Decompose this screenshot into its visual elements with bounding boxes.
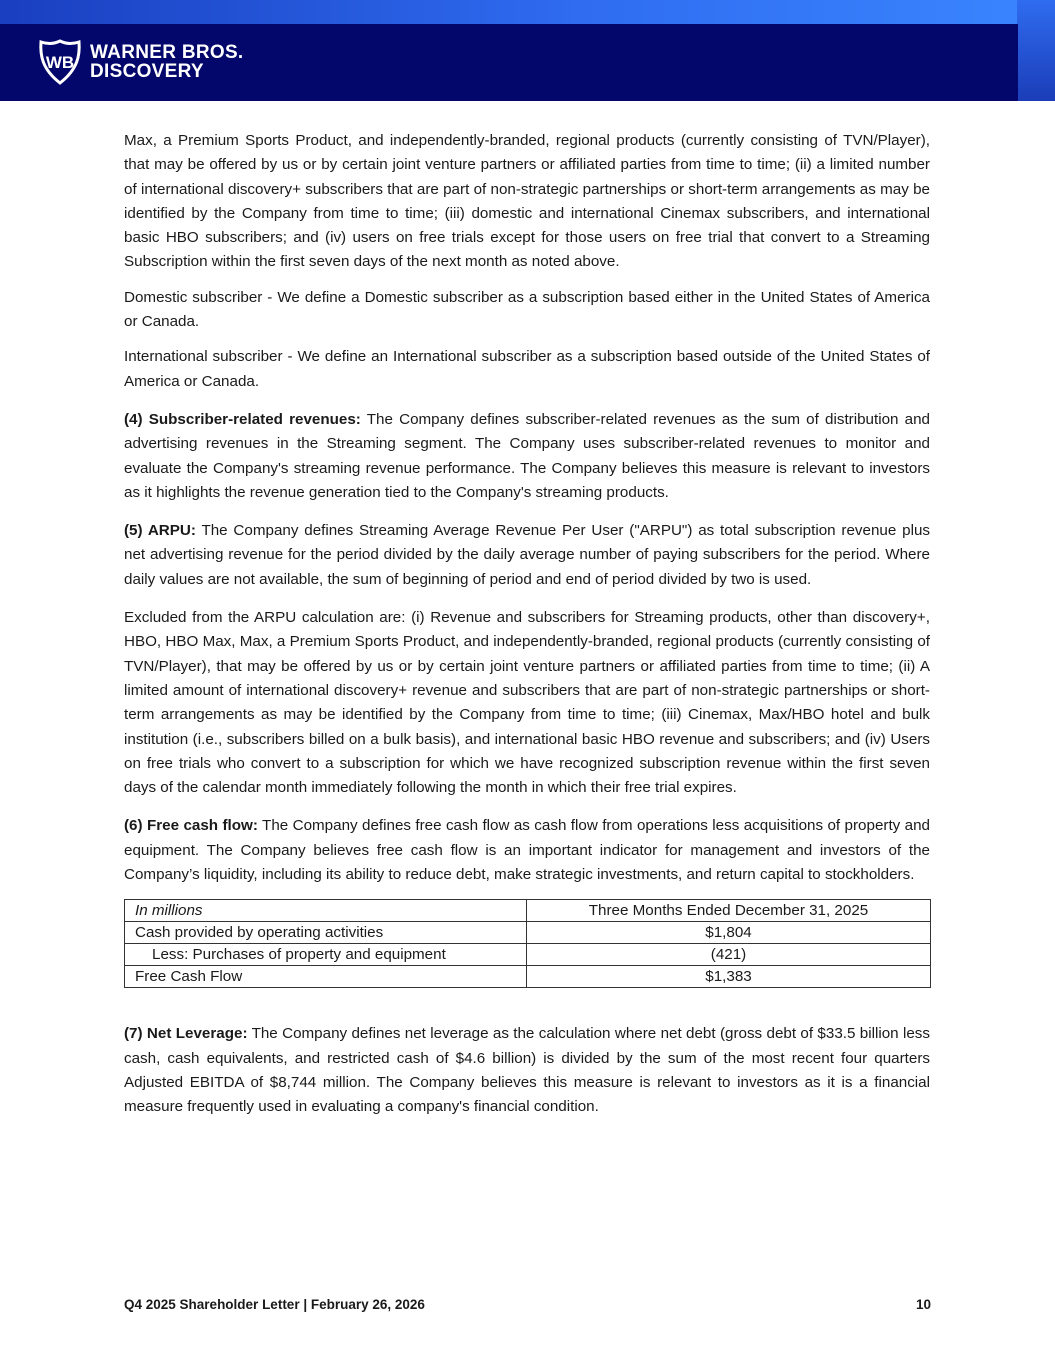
table-cell-label: Free Cash Flow — [125, 966, 527, 988]
logo-text — [90, 43, 244, 81]
svg-text:WB: WB — [45, 53, 75, 72]
table-header-row — [125, 900, 931, 922]
footer-title: Q4 2025 Shareholder Letter | February 26, 2026 — [124, 1297, 425, 1312]
wb-shield-icon — [38, 39, 82, 85]
table-cell-value: (421) — [527, 944, 931, 966]
net-leverage-text: The Company defines net leverage as the calculation where net debt (gross debt of $33.5 billion less cash, cash equivalents, and restricted cash of $4.6 billion) is divided by the sum of the most recent four quarters Adjusted EBITDA of $8,744 million. The Company believes this measure is relevant to investors as it is a financial measure frequently used in evaluating a company's financial condition. — [124, 1025, 930, 1116]
paragraph-free-cash-flow — [124, 814, 930, 887]
table-cell-label: Cash provided by operating activities — [125, 922, 527, 944]
net-leverage-label: (7) Net Leverage: — [124, 1025, 248, 1043]
arpu-text: The Company defines Streaming Average Revenue Per User ("ARPU") as total subscription revenue plus net advertising revenue for the period divided by the daily average number of paying subscribers for the period. Where daily values are not available, the sum of beginning of period and end of period divided by two is used. — [124, 522, 930, 588]
table-header-period: Three Months Ended December 31, 2025 — [527, 900, 931, 922]
subscriber-revenues-label: (4) Subscriber-related revenues: — [124, 410, 361, 428]
table-row — [125, 966, 931, 988]
logo-line-2: DISCOVERY — [90, 61, 204, 82]
logo-line-1: WARNER BROS. — [90, 42, 244, 63]
paragraph-arpu-exclusions: Excluded from the ARPU calculation are: (i) Revenue and subscribers for Streaming products, other than discovery+, HBO, HBO Max, Max, a Premium Sports Product, and independently-branded, regional products (currently consisting of TVN/Player), that may be offered by us or by certain joint venture partners or affiliated parties from time to time; (ii) A limited amount of international discovery+ revenue and subscribers that are part of non-strategic partnerships or short-term arrangements as may be identified by the Company from time to time; (iii) Cinemax, Max/HBO hotel and bulk institution (i.e., subscribers billed on a bulk basis), and international basic HBO revenue and subscribers; and (iv) Users on free trials who convert to a subscription for which we have recognized subscription revenue within the first seven days of the calendar month immediately following the month in which their free trial expires. — [124, 609, 930, 797]
table-cell-label: Less: Purchases of property and equipment — [125, 944, 527, 966]
page-footer — [124, 1297, 931, 1312]
table-cell-value: $1,804 — [527, 922, 931, 944]
free-cash-flow-label: (6) Free cash flow: — [124, 817, 258, 835]
document-body — [124, 129, 930, 1131]
header-stripe — [0, 0, 1055, 24]
subscriber-revenues-text: The Company defines subscriber-related revenues as the sum of distribution and advertising revenues in the Streaming segment. The Company uses subscriber-related revenues to monitor and evaluate the Company's streaming revenue performance. The Company believes this measure is relevant to investors as it highlights the revenue generation tied to the Company's streaming products. — [124, 410, 930, 501]
paragraph-international-subscriber: International subscriber - We define an International subscriber as a subscription based outside of the United States of America or Canada. — [124, 348, 930, 390]
arpu-label: (5) ARPU: — [124, 522, 196, 540]
wbd-logo — [38, 39, 244, 85]
table-row — [125, 944, 931, 966]
table-header-label: In millions — [125, 900, 527, 922]
free-cash-flow-table — [124, 899, 931, 988]
paragraph-domestic-subscriber: Domestic subscriber - We define a Domestic subscriber as a subscription based either in the United States of America or Canada. — [124, 288, 930, 331]
paragraph-arpu — [124, 519, 930, 592]
paragraph-excluded-subscribers: Max, a Premium Sports Product, and independently-branded, regional products (currently consisting of TVN/Player), that may be offered by us or by certain joint venture partners or affiliated parties from time to time; (ii) a limited number of international discovery+ subscribers that are part of non-strategic partnerships or short-term arrangements as may be identified by the Company from time to time; (iii) domestic and international Cinemax subscribers, and international basic HBO subscribers; and (iv) users on free trials except for those users on free trial that convert to a Streaming Subscription within the first seven days of the next month as noted above. — [124, 132, 930, 271]
paragraph-subscriber-revenues — [124, 408, 930, 505]
page-number: 10 — [915, 1297, 931, 1312]
table-row — [125, 922, 931, 944]
paragraph-net-leverage — [124, 1022, 930, 1119]
header-accent — [1017, 0, 1055, 101]
page-header — [0, 0, 1055, 101]
free-cash-flow-text: The Company defines free cash flow as cash flow from operations less acquisitions of property and equipment. The Company believes free cash flow is an important indicator for management and investors of the Company’s liquidity, including its ability to reduce debt, make strategic investments, and return capital to stockholders. — [124, 817, 931, 884]
table-cell-value: $1,383 — [527, 966, 931, 988]
